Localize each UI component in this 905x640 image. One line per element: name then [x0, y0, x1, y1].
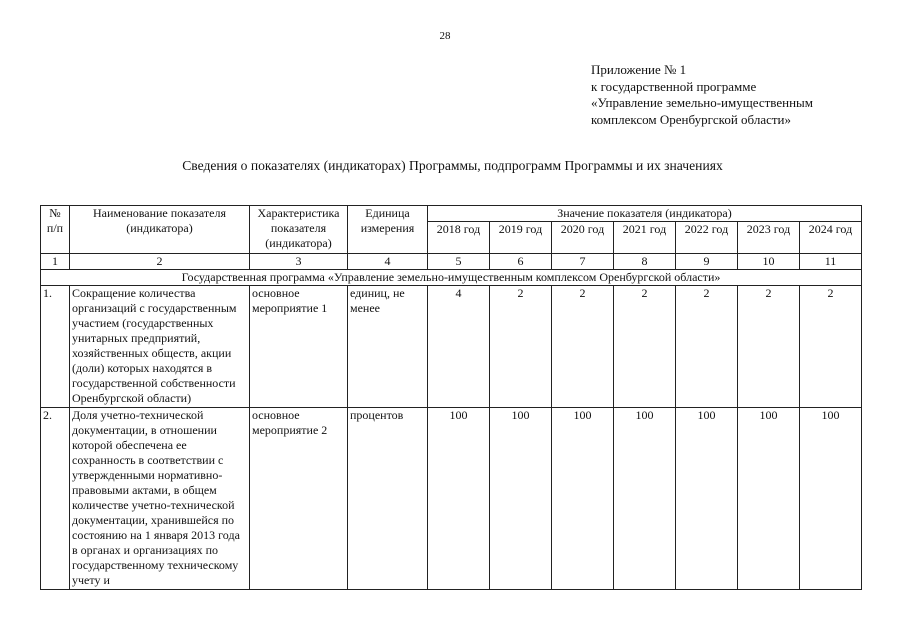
appendix-line: комплексом Оренбургской области»	[591, 111, 791, 127]
row-indicator-name: Сокращение количества организаций с государственным участием (государственных унитарных предприятий, хозяйственных обществ, акции (доли) которых находятся в государственной собственности Оренбургской области)	[70, 286, 250, 408]
row-num: 1.	[41, 286, 70, 408]
column-number: 3	[250, 254, 348, 270]
row-value: 100	[738, 408, 800, 590]
header-name: Наименование показателя (индикатора)	[70, 206, 250, 254]
row-value: 2	[800, 286, 862, 408]
indicators-table	[40, 205, 862, 590]
row-value: 100	[800, 408, 862, 590]
row-characteristic: основное мероприятие 1	[250, 286, 348, 408]
column-number: 4	[348, 254, 428, 270]
header-year: 2021 год	[614, 222, 676, 254]
row-indicator-name: Доля учетно-технической документации, в отношении которой обеспечена ее сохранность в соответствии с утвержденными нормативно-правовыми актами, в общем количестве учетно-технической документации, хранившейся по состоянию на 1 января 2013 года в органах и организациях по государственному техническому учету и	[70, 408, 250, 590]
row-characteristic: основное мероприятие 2	[250, 408, 348, 590]
row-value: 100	[428, 408, 490, 590]
row-unit: процентов	[348, 408, 428, 590]
row-unit: единиц, не менее	[348, 286, 428, 408]
appendix-block	[591, 62, 813, 128]
appendix-line: Приложение № 1	[591, 62, 687, 77]
row-value: 2	[552, 286, 614, 408]
column-numbers-row	[41, 254, 862, 270]
appendix-line: к государственной программе	[591, 78, 757, 94]
row-value: 2	[490, 286, 552, 408]
column-number: 2	[70, 254, 250, 270]
row-value: 100	[490, 408, 552, 590]
row-value: 2	[676, 286, 738, 408]
page-number: 28	[439, 30, 451, 42]
document-title: Сведения о показателях (индикаторах) Программы, подпрограмм Программы и их значениях	[182, 158, 723, 173]
header-row	[41, 206, 862, 222]
column-number: 10	[738, 254, 800, 270]
header-values-group: Значение показателя (индикатора)	[428, 206, 862, 222]
column-number: 7	[552, 254, 614, 270]
header-num: № п/п	[41, 206, 70, 254]
column-number: 8	[614, 254, 676, 270]
row-value: 2	[614, 286, 676, 408]
row-num: 2.	[41, 408, 70, 590]
section-row	[41, 270, 862, 286]
header-characteristic: Характеристика показателя (индикатора)	[250, 206, 348, 254]
table-row	[41, 286, 862, 408]
column-number: 11	[800, 254, 862, 270]
section-title: Государственная программа «Управление земельно-имущественным комплексом Оренбургской области»	[41, 270, 862, 286]
column-number: 1	[41, 254, 70, 270]
header-year: 2019 год	[490, 222, 552, 254]
row-value: 100	[614, 408, 676, 590]
column-number: 9	[676, 254, 738, 270]
row-value: 100	[676, 408, 738, 590]
column-number: 6	[490, 254, 552, 270]
header-year: 2020 год	[552, 222, 614, 254]
header-year: 2018 год	[428, 222, 490, 254]
table-row	[41, 408, 862, 590]
row-value: 100	[552, 408, 614, 590]
header-year: 2024 год	[800, 222, 862, 254]
column-number: 5	[428, 254, 490, 270]
header-unit: Единица измерения	[348, 206, 428, 254]
header-year: 2023 год	[738, 222, 800, 254]
appendix-line: «Управление земельно-имущественным	[591, 95, 813, 110]
row-value: 2	[738, 286, 800, 408]
row-value: 4	[428, 286, 490, 408]
header-year: 2022 год	[676, 222, 738, 254]
